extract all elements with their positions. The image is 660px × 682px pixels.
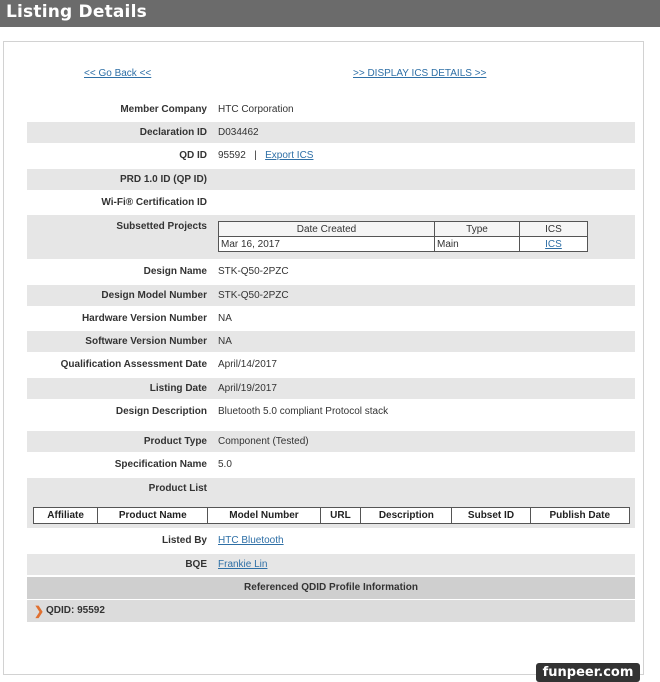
software-version-value: NA [218, 336, 232, 347]
declaration-id-value: D034462 [218, 127, 259, 138]
specification-name-value: 5.0 [218, 459, 232, 470]
hardware-version-label: Hardware Version Number [81, 313, 207, 324]
product-type-label: Product Type [143, 436, 207, 447]
listed-by-row [27, 531, 635, 551]
bqe-link[interactable]: Frankie Lin [218, 559, 268, 570]
listing-date-label: Listing Date [149, 383, 207, 394]
prd-id-row [27, 169, 635, 190]
qd-id-value: 95592 [218, 150, 246, 161]
design-name-value: STK-Q50-2PZC [218, 266, 289, 277]
product-list-header-model-number: Model Number [208, 508, 320, 524]
member-company-value: HTC Corporation [218, 104, 294, 115]
design-model-number-label: Design Model Number [101, 290, 207, 301]
subset-date-created: Mar 16, 2017 [219, 237, 435, 252]
subset-header-ics: ICS [520, 222, 588, 237]
prd-id-label: PRD 1.0 ID (QP ID) [119, 174, 207, 185]
listing-date-row [27, 378, 635, 399]
wifi-certification-label: Wi-Fi® Certification ID [101, 197, 207, 208]
hardware-version-row [27, 310, 635, 328]
qd-id-label: QD ID [179, 150, 207, 161]
declaration-id-label: Declaration ID [139, 127, 207, 138]
listed-by-value [218, 535, 284, 546]
design-name-row [27, 263, 635, 281]
design-description-row [27, 403, 635, 427]
software-version-label: Software Version Number [85, 336, 207, 347]
subset-header-type: Type [435, 222, 520, 237]
chevron-right-icon: ❯ [34, 604, 45, 618]
title-bar [0, 0, 660, 27]
wifi-certification-row [27, 194, 635, 212]
specification-name-row [27, 456, 635, 474]
product-list-table [33, 507, 630, 524]
listed-by-link[interactable]: HTC Bluetooth [218, 535, 284, 546]
referenced-qdid-header: Referenced QDID Profile Information [27, 577, 635, 599]
subset-ics-link[interactable]: ICS [545, 238, 562, 250]
product-type-row [27, 431, 635, 452]
declaration-id-row [27, 122, 635, 143]
hardware-version-value: NA [218, 313, 232, 324]
export-ics-link[interactable]: Export ICS [265, 150, 314, 161]
product-list-header-url: URL [320, 508, 361, 524]
product-list-label: Product List [148, 483, 207, 494]
subset-type: Main [435, 237, 520, 252]
go-back-link[interactable]: << Go Back << [84, 68, 152, 79]
design-description-label: Design Description [115, 406, 207, 417]
subset-table-header-row [219, 222, 588, 237]
member-company-label: Member Company [120, 104, 207, 115]
listed-by-label: Listed By [161, 535, 207, 546]
qualification-assessment-date-row [27, 356, 635, 374]
product-list-header-publish-date: Publish Date [530, 508, 629, 524]
product-type-value: Component (Tested) [218, 436, 309, 447]
subset-table-row [219, 237, 588, 252]
product-list-header-affiliate: Affiliate [34, 508, 98, 524]
bqe-row [27, 554, 635, 575]
subsetted-projects-table [218, 221, 588, 252]
watermark: funpeer.com [536, 663, 640, 682]
qdid-label: QDID: 95592 [46, 605, 105, 616]
display-ics-details-link[interactable]: >> DISPLAY ICS DETAILS >> [353, 68, 487, 79]
page-title: Listing Details [6, 2, 147, 22]
product-list-header-description: Description [361, 508, 452, 524]
qd-id-row [27, 147, 635, 165]
qualification-assessment-date-value: April/14/2017 [218, 359, 277, 370]
qdid-expander[interactable] [27, 600, 635, 622]
subset-header-date-created: Date Created [219, 222, 435, 237]
qualification-assessment-date-label: Qualification Assessment Date [60, 359, 207, 370]
design-description-value: Bluetooth 5.0 compliant Protocol stack [218, 406, 389, 417]
member-company-row [27, 102, 635, 118]
product-list-header-subset-id: Subset ID [452, 508, 530, 524]
design-model-number-value: STK-Q50-2PZC [218, 290, 289, 301]
specification-name-label: Specification Name [114, 459, 207, 470]
design-name-label: Design Name [143, 266, 207, 277]
qd-id-value-group [218, 150, 313, 161]
subset-ics-cell [520, 237, 588, 252]
design-model-number-row [27, 285, 635, 306]
product-list-header-row [34, 508, 630, 524]
product-list-header-product-name: Product Name [98, 508, 208, 524]
bqe-value [218, 559, 267, 570]
software-version-row [27, 331, 635, 352]
listing-date-value: April/19/2017 [218, 383, 277, 394]
qd-id-separator: | [254, 150, 257, 161]
bqe-label: BQE [185, 559, 207, 570]
subsetted-projects-label: Subsetted Projects [116, 221, 207, 232]
